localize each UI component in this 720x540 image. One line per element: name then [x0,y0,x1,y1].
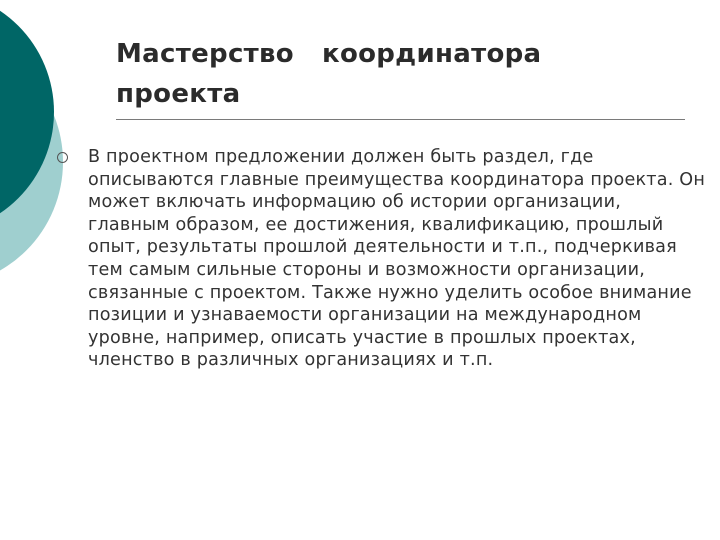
slide-body-text: В проектном предложении должен быть раздел, где описываются главные преимущества координатора проекта. Он может включать информацию об истории организации, главным образом, ее достижения, квалификацию, прошлый опыт, результаты прошлой деятельности и т.п., подчеркивая тем самым сильные стороны и возможности организации, связанные с проектом. Также нужно уделить особое внимание позиции и узнаваемости организации на международном уровне, например, описать участие в прошлых проектах, членство в различных организациях и т.п. [88,147,706,371]
title-divider [116,119,685,120]
dark-teal-circle [0,0,54,234]
hollow-circle-bullet-icon [57,152,68,163]
slide-title: Мастерство координатора проекта [116,39,542,109]
light-teal-circle [0,37,63,287]
